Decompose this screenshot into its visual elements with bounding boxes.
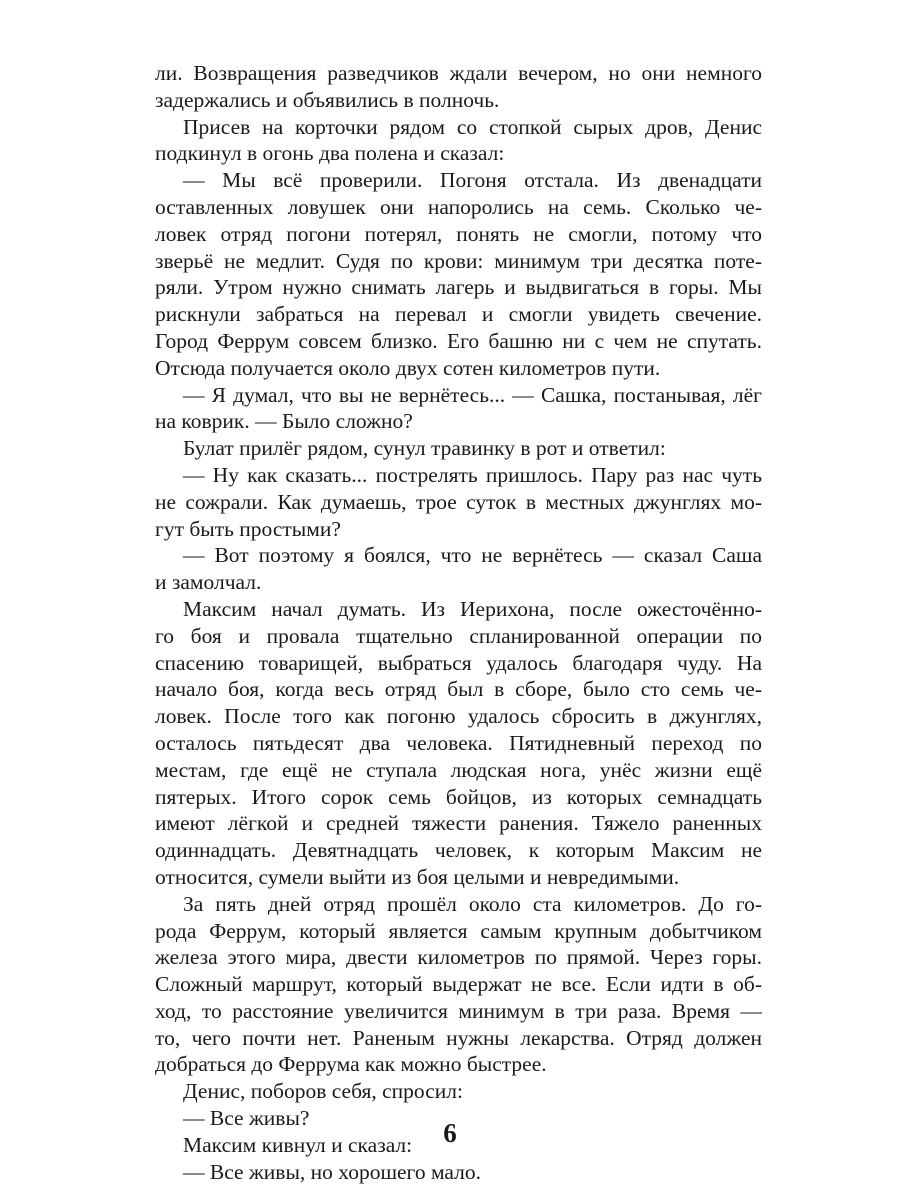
page-number: 6 [443,1118,457,1148]
text-line: местам, где ещё не ступала людская нога, унёс жизни ещё [155,757,762,782]
text-line: — Вот поэтому я боялся, что не вернётесь — сказал Саша [183,543,762,568]
text-line: ловек отряд погони потерял, понять не смогли, потому что [155,221,762,246]
text-line: пятерых. Итого сорок семь бойцов, из которых семнадцать [155,784,762,809]
text-line: и замолчал. [155,570,262,595]
text-line: — Я думал, что вы не вернётесь... — Сашка, постанывая, лёг [183,382,762,407]
text-line: имеют лёгкой и средней тяжести ранения. Тяжело раненных [155,811,762,836]
text-line: — Мы всё проверили. Погоня отстала. Из двенадцати [183,168,762,193]
text-line: Булат прилёг рядом, сунул травинку в рот и ответил: [183,436,666,461]
text-line: на коврик. — Было сложно? [155,409,413,434]
text-line: Сложный маршрут, который выдержат не все. Если идти в об- [155,972,762,997]
text-line: ряли. Утром нужно снимать лагерь и выдвигаться в горы. Мы [155,275,762,300]
text-line: относится, сумели выйти из боя целыми и невредимыми. [155,864,680,889]
text-line: Присев на корточки рядом со стопкой сырых дров, Денис [183,114,762,139]
text-line: подкинул в огонь два полена и сказал: [155,141,505,166]
text-line: — Все живы? [183,1106,310,1131]
text-line: то, чего почти нет. Раненым нужны лекарства. Отряд должен [155,1025,762,1050]
text-line: Отсюда получается около двух сотен километров пути. [155,355,661,380]
text-column [155,60,762,1185]
text-line: не сожрали. Как думаешь, трое суток в местных джунглях мо- [155,489,762,514]
text-line: добраться до Феррума как можно быстрее. [155,1052,547,1077]
text-line: За пять дней отряд прошёл около ста километров. До го- [183,891,762,916]
text-line: оставленных ловушек они напоролись на семь. Сколько че- [155,194,762,219]
text-line: зверьё не медлит. Судя по крови: минимум три десятка поте- [155,248,762,273]
text-line: го боя и провала тщательно спланированной операции по [155,623,762,648]
text-line: начало боя, когда весь отряд был в сборе, было сто семь че- [155,677,762,702]
text-line: одиннадцать. Девятнадцать человек, к которым Максим не [155,838,762,863]
text-line: рода Феррум, который является самым крупным добытчиком [155,918,762,943]
text-line: — Ну как сказать... пострелять пришлось. Пару раз нас чуть [183,462,762,487]
text-line: Город Феррум совсем близко. Его башню ни с чем не спутать. [155,328,762,353]
text-line: ход, то расстояние увеличится минимум в три раза. Время — [155,998,762,1023]
text-line: — Все живы, но хорошего мало. [183,1159,482,1184]
text-line: Денис, поборов себя, спросил: [183,1079,463,1104]
text-line: ловек. После того как погоню удалось сбросить в джунглях, [155,704,762,729]
text-line: гут быть простыми? [155,516,341,541]
text-line: Максим начал думать. Из Иерихона, после ожесточённо- [183,596,762,621]
page-body [155,60,762,1185]
text-line: задержались и объявились в полночь. [155,87,500,112]
text-line: ли. Возвращения разведчиков ждали вечером, но они немного [155,61,762,85]
text-line: рискнули забраться на перевал и смогли увидеть свечение. [155,302,762,327]
text-line: осталось пятьдесят два человека. Пятидневный переход по [155,730,762,755]
text-line: железа этого мира, двести километров по прямой. Через горы. [155,945,762,970]
text-line: Максим кивнул и сказал: [183,1132,413,1157]
text-line: спасению товарищей, выбраться удалось благодаря чуду. На [155,650,762,675]
